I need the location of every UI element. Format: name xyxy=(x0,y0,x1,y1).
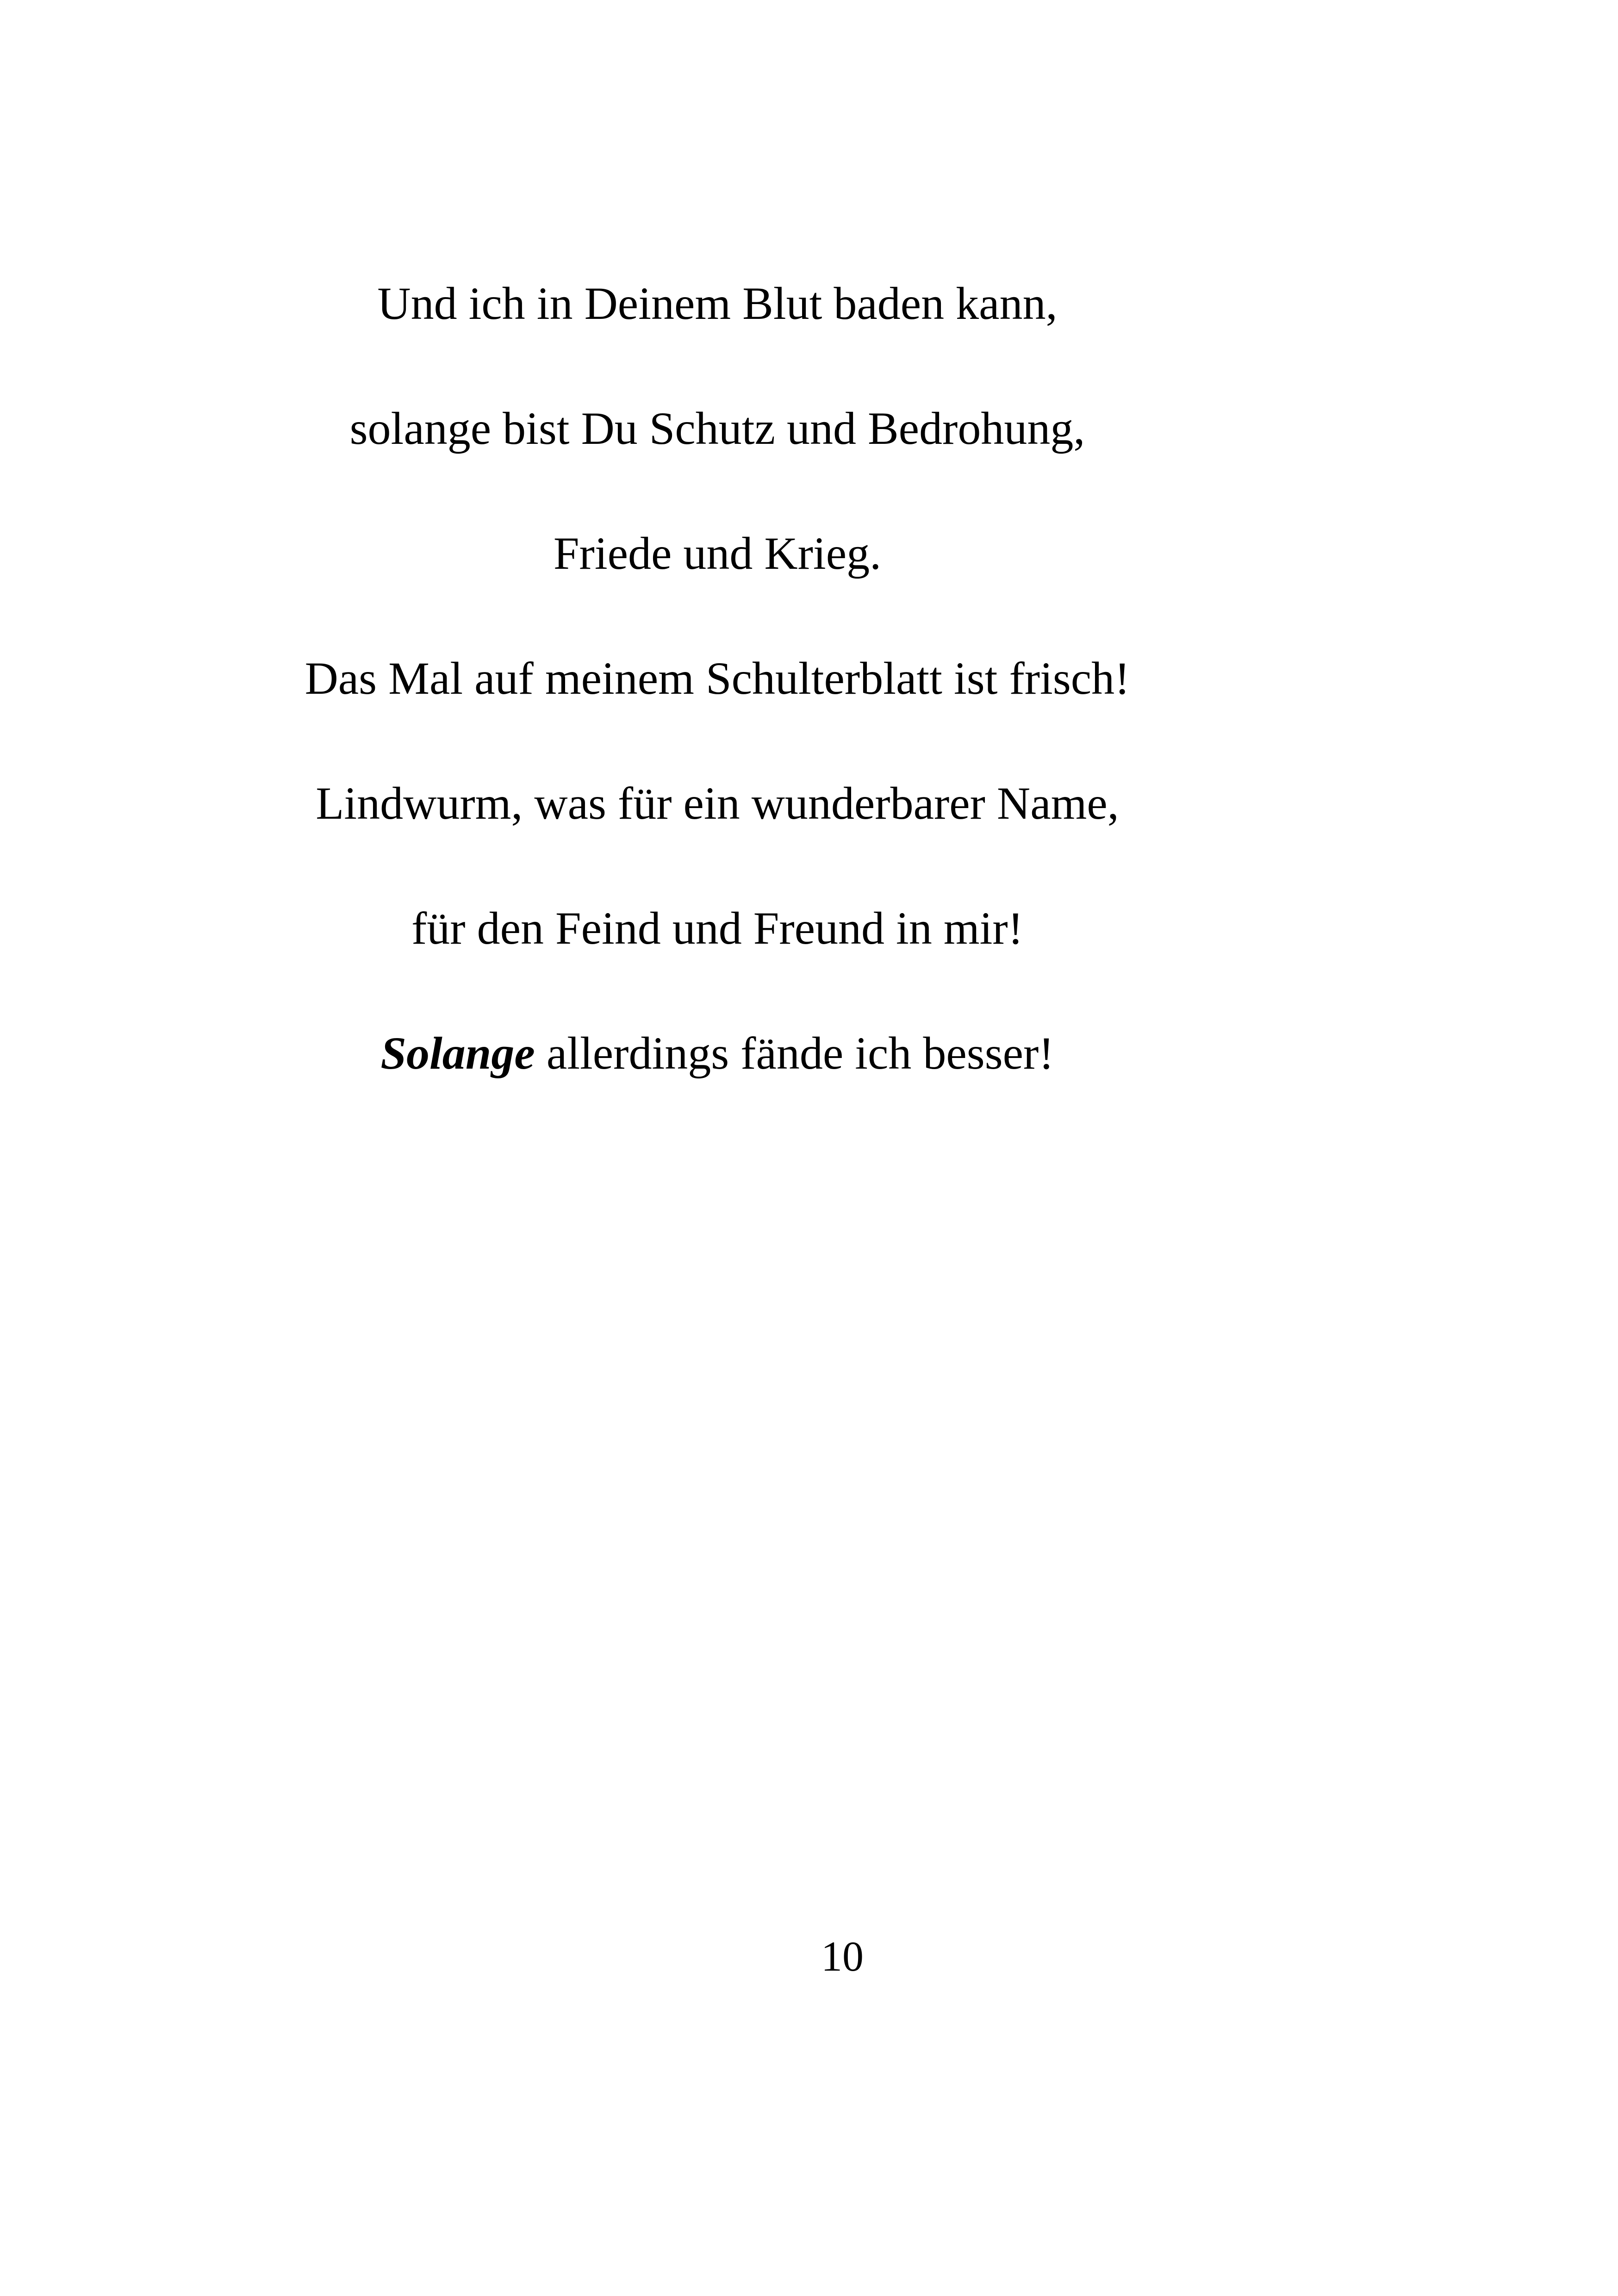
emphasized-word: Solange xyxy=(380,1027,535,1079)
page-number: 10 xyxy=(821,1933,864,1980)
poem-line-3: Friede und Krieg. xyxy=(553,528,882,579)
poem-line-5: Lindwurm, was für ein wunderbarer Name, xyxy=(316,778,1119,829)
poem-line-1: Und ich in Deinem Blut baden kann, xyxy=(377,278,1058,329)
poem-line-2: solange bist Du Schutz und Bedrohung, xyxy=(349,403,1085,454)
poem-line-4: Das Mal auf meinem Schulterblatt ist frisch! xyxy=(305,653,1130,704)
poem-line-6: für den Feind und Freund in mir! xyxy=(411,902,1024,954)
poem-line-7-rest: allerdings fände ich besser! xyxy=(535,1027,1054,1079)
poem-line-7 xyxy=(0,1026,1435,1081)
